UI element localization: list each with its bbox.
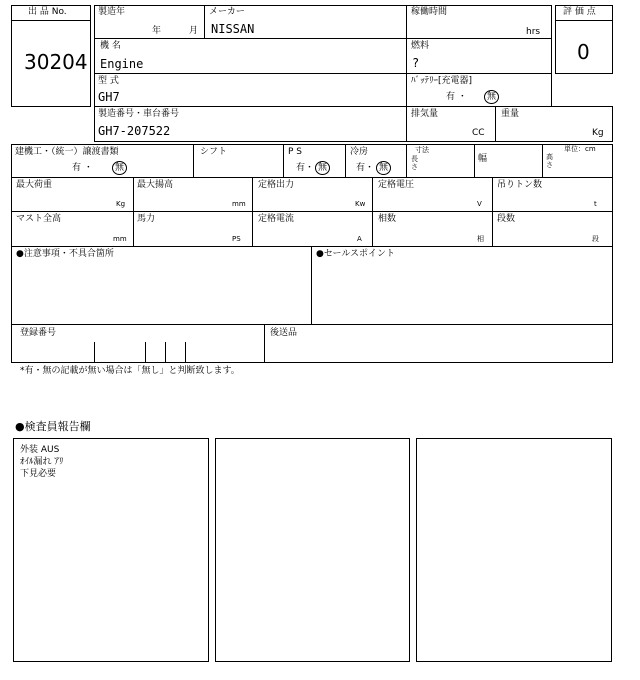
- year-label: 製造年: [98, 7, 126, 17]
- reg-box-divider: [185, 342, 186, 363]
- rated-output-unit: Kw: [355, 200, 366, 208]
- max-load-unit: Kg: [116, 200, 126, 208]
- displacement-unit: CC: [472, 128, 485, 138]
- rated-voltage-unit: V: [477, 200, 482, 208]
- rated-voltage-label: 定格電圧: [378, 180, 415, 190]
- ps-no-circled: 無: [315, 161, 330, 175]
- phase-unit: 相: [477, 235, 484, 243]
- reg-box-divider: [145, 342, 146, 363]
- stages-label: 段数: [497, 214, 516, 224]
- hours-label: 稼働時間: [411, 7, 448, 17]
- horsepower-unit: PS: [232, 235, 241, 243]
- inspector-line-2: ｵｲﾙ漏れ ｱﾘ: [20, 457, 64, 467]
- max-lift-unit: mm: [232, 200, 246, 208]
- lift-ton-label: 吊りトン数: [497, 180, 543, 190]
- lot-number-value: 30204: [24, 50, 88, 74]
- machine-value: Engine: [100, 57, 144, 71]
- shipping-items-label: 後送品: [270, 328, 298, 338]
- transfer-docs-no-circled: 無: [112, 161, 127, 175]
- mast-height-unit: mm: [113, 235, 127, 243]
- footnote: *有・無の記載が無い場合は「無し」と判断致します。: [20, 366, 240, 376]
- length-label: 長 さ: [411, 155, 418, 171]
- battery-yes: 有 ・: [446, 92, 467, 102]
- rated-output-label: 定格出力: [258, 180, 295, 190]
- maker-label: メーカー: [209, 7, 245, 17]
- sales-points-label: ●セールスポイント: [316, 249, 396, 259]
- stages-unit: 段: [592, 235, 599, 243]
- reg-box-divider: [165, 342, 166, 363]
- inspector-line-3: 下見必要: [20, 469, 57, 479]
- weight-unit: Kg: [592, 128, 604, 138]
- ac-yes: 有・: [356, 163, 375, 173]
- hours-unit: hrs: [526, 27, 541, 37]
- serial-label: 製造番号・車台番号: [98, 109, 180, 119]
- ps-yes: 有・: [296, 163, 315, 173]
- reg-box-divider: [94, 342, 95, 363]
- defects-label: ●注意事項・不具合箇所: [16, 249, 114, 259]
- month-unit: 月: [189, 26, 199, 36]
- battery-label: ﾊﾞｯﾃﾘｰ[充電器]: [411, 76, 473, 86]
- inspector-report-box-3: [416, 438, 612, 662]
- lot-number-label: 出 品 No.: [28, 7, 67, 17]
- mast-height-label: マスト全高: [16, 214, 62, 224]
- phase-label: 相数: [378, 214, 397, 224]
- shift-label: シフト: [200, 147, 228, 157]
- width-label: 幅: [478, 154, 488, 164]
- machine-label: 機 名: [100, 41, 121, 51]
- lift-ton-unit: t: [594, 200, 597, 208]
- transfer-docs-label: 建機工・（統一）譲渡書類: [15, 147, 119, 157]
- rated-current-label: 定格電流: [258, 214, 295, 224]
- year-unit: 年: [152, 26, 162, 36]
- inspector-report-title: ●検査員報告欄: [15, 420, 91, 433]
- dims-unit-note: 単位：cm: [564, 145, 596, 153]
- serial-value: GH7-207522: [98, 124, 171, 138]
- score-value: 0: [577, 40, 590, 64]
- battery-no-circled: 無: [484, 90, 499, 104]
- rated-current-unit: A: [357, 235, 362, 243]
- fuel-value: ?: [412, 56, 420, 70]
- ac-label: 冷房: [350, 147, 369, 157]
- inspector-report-box-2: [215, 438, 410, 662]
- fuel-label: 燃料: [411, 41, 430, 51]
- inspector-line-1: 外装 AUS: [20, 445, 60, 455]
- score-label: 評 価 点: [563, 7, 596, 17]
- model-cell: [94, 73, 407, 107]
- ps-label: P S: [288, 147, 303, 157]
- registration-label: 登録番号: [20, 328, 57, 338]
- weight-label: 重量: [501, 109, 520, 119]
- dims-label: 寸法: [415, 146, 429, 154]
- transfer-docs-yes: 有 ・: [72, 163, 93, 173]
- displacement-label: 排気量: [411, 109, 439, 119]
- height-label: 高 さ: [546, 153, 553, 169]
- model-label: 型 式: [98, 76, 119, 86]
- ac-no-circled: 無: [376, 161, 391, 175]
- horsepower-label: 馬力: [137, 214, 156, 224]
- maker-value: NISSAN: [211, 22, 255, 36]
- max-lift-label: 最大揚高: [137, 180, 174, 190]
- model-value: GH7: [98, 90, 120, 104]
- max-load-label: 最大荷重: [16, 180, 53, 190]
